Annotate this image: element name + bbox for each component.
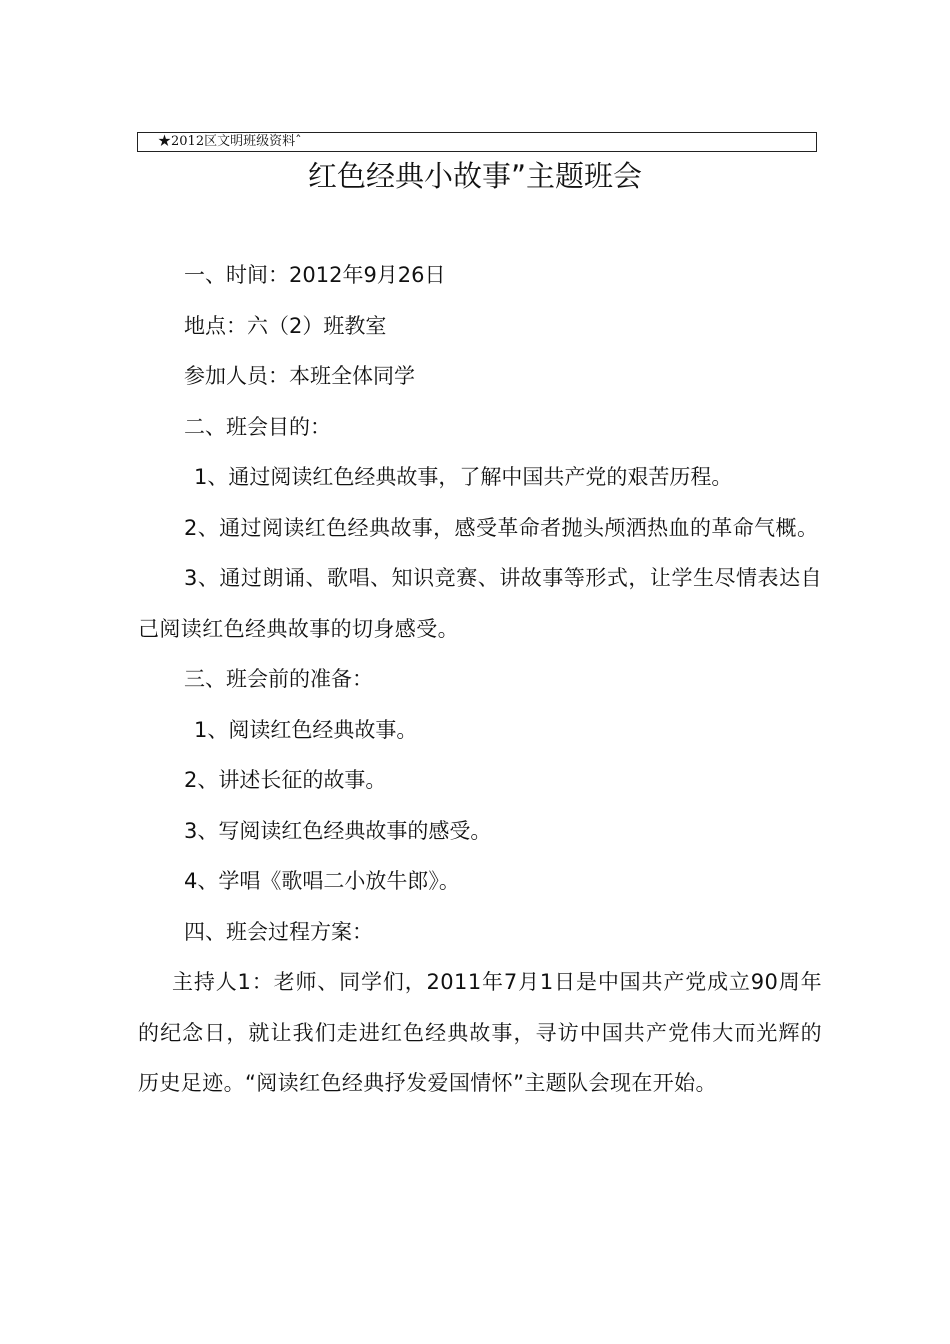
- prep-heading: 三、班会前的准备：: [184, 667, 373, 691]
- prep-item-4: 4、学唱《歌唱二小放牛郎》。: [184, 869, 460, 893]
- time-line: 一、时间：2012年9月26日: [184, 263, 446, 287]
- host-1-speech: 主持人1：老师、同学们，2011年7月1日是中国共产党成立90周年的纪念日，就让我们走进红色经典故事，寻访中国共产党伟大而光辉的历史足迹。“阅读红色经典抒发爱国情怀”主题队会现在开始。: [138, 970, 822, 1095]
- document-title: 红色经典小故事”主题班会: [307, 159, 643, 193]
- purpose-item-1: 1、通过阅读红色经典故事，了解中国共产党的艰苦历程。: [194, 465, 733, 489]
- process-heading: 四、班会过程方案：: [184, 919, 373, 944]
- purpose-item-2: 2、通过阅读红色经典故事，感受革命者抛头颅洒热血的革命气概。: [184, 515, 819, 540]
- prep-item-2: 2、讲述长征的故事。: [184, 768, 387, 792]
- header-label: ★2012区文明班级资料ˆ: [158, 134, 302, 149]
- participants-line: 参加人员：本班全体同学: [184, 364, 415, 388]
- document-body: [138, 250, 822, 1109]
- place-line: 地点：六（2）班教室: [184, 313, 387, 338]
- header-box: [137, 132, 817, 152]
- prep-item-3: 3、写阅读红色经典故事的感受。: [184, 818, 492, 843]
- purpose-heading: 二、班会目的：: [184, 414, 331, 439]
- purpose-item-3: 3、通过朗诵、歌唱、知识竞赛、讲故事等形式，让学生尽情表达自己阅读红色经典故事的切身感受。: [138, 566, 822, 641]
- prep-item-1: 1、阅读红色经典故事。: [194, 717, 418, 742]
